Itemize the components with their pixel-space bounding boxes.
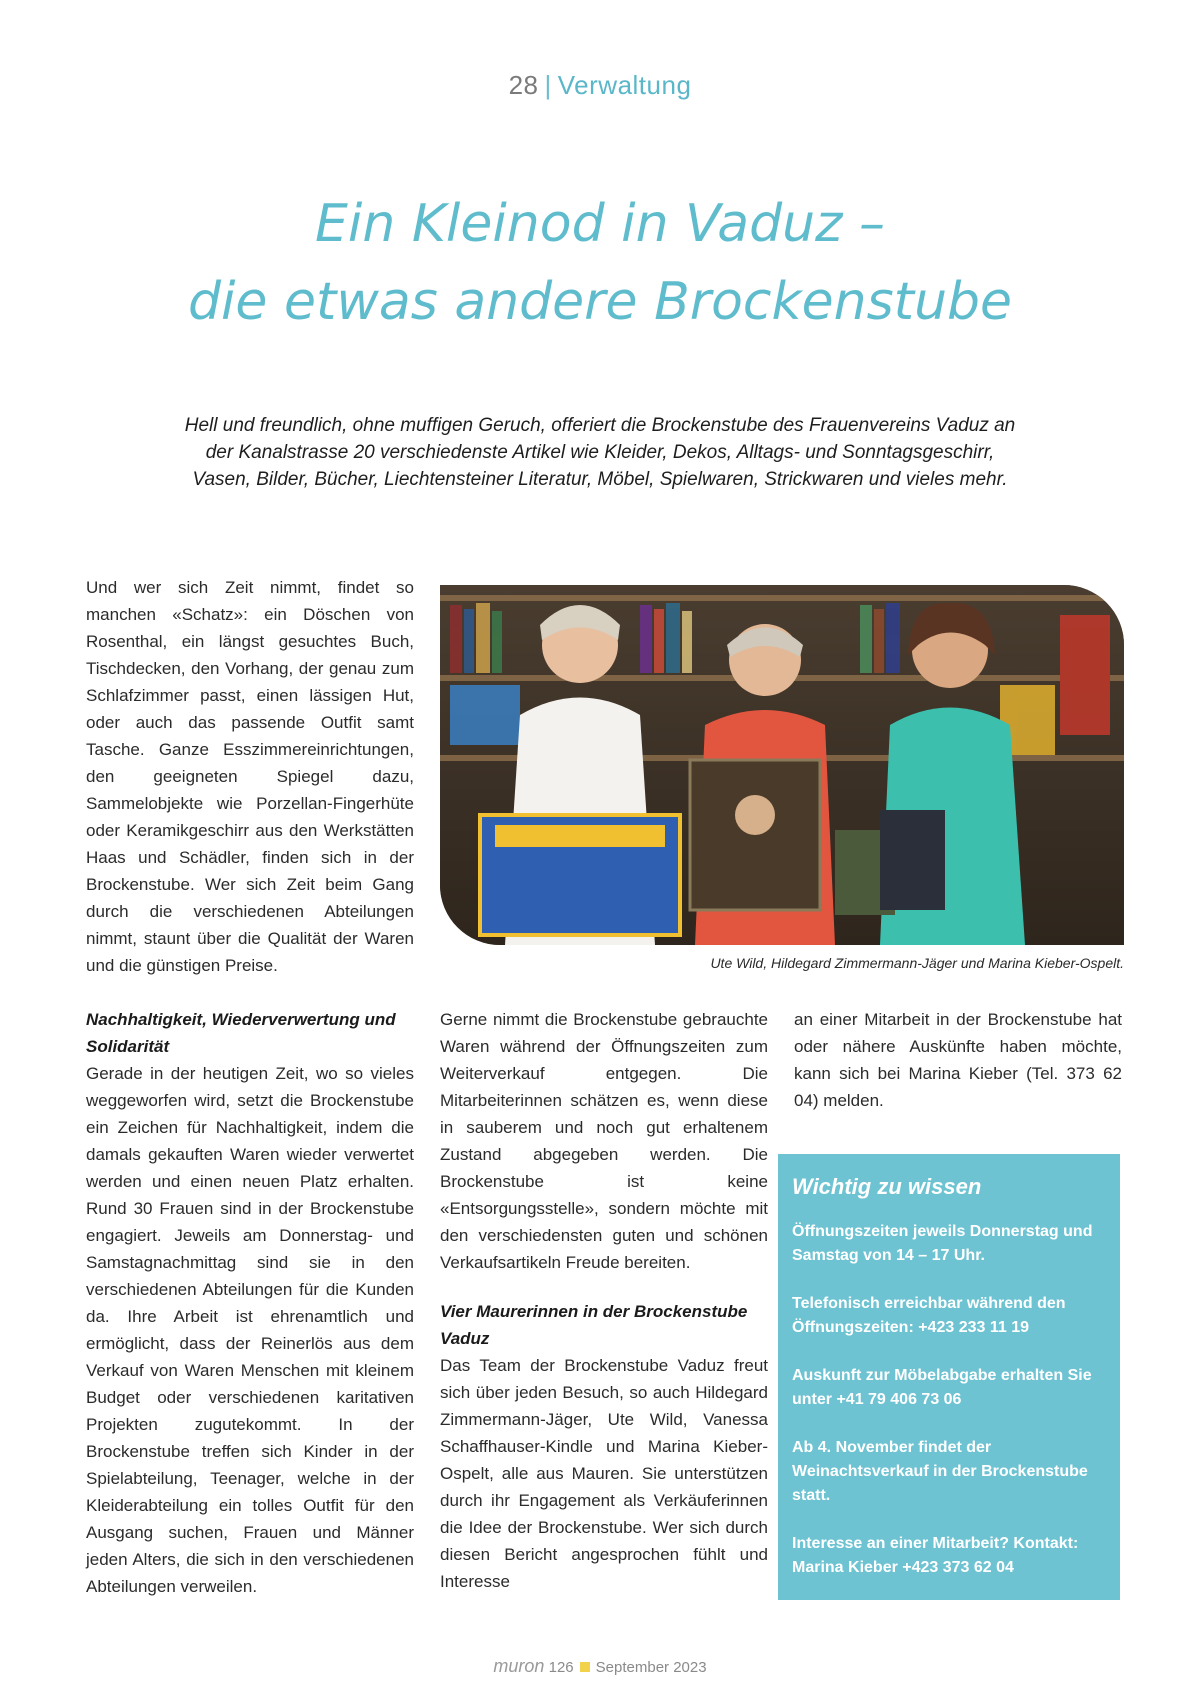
spacer [440, 1276, 768, 1298]
section-text-sustainability: Gerade in der heutigen Zeit, wo so vieles weggeworfen wird, setzt die Brockenstube ein Zeichen für Nachhaltigkeit, indem die damals gekauften Waren wieder verwertet werden und einen neuen Platz erhalten. Rund 30 Frauen sind in der Brockenstube engagiert. Jeweils am Donnerstag- und Samstagnachmittag sind sie in den verschiedenen Abteilungen für die Kunden da. Ihre Arbeit ist ehrenamtlich und ermöglicht, dass der Reinerlös aus dem Verkauf von Waren Menschen mit kleinem Budget oder verschiedenen karitativen Projekten zugutekommt. In der Brockenstube treffen sich Kinder in der Spielabteilung, Teenager, welche in der Kleiderabteilung ein tolles Outfit für den Ausgang suchen, Frauen und Männer jeden Alters, die sich in den verschiedenen Abteilungen verweilen. [86, 1064, 414, 1596]
issue-number: 126 [548, 1659, 574, 1676]
header-separator: | [544, 70, 552, 100]
yellow-square-icon [580, 1662, 590, 1672]
photo-illustration [440, 585, 1124, 945]
info-box-heading: Wichtig zu wissen [792, 1174, 982, 1199]
column-1 [86, 1006, 414, 1600]
section-heading-sustainability: Nachhaltigkeit, Wiederverwertung und Solidarität [86, 1010, 396, 1056]
info-item-opening-hours: Öffnungszeiten jeweils Donnerstag und Samstag von 14 – 17 Uhr. [792, 1223, 1093, 1264]
section-heading-team: Vier Maurerinnen in der Brockenstube Vaduz [440, 1302, 748, 1348]
team-photo [440, 585, 1124, 945]
column-3 [794, 1006, 1122, 1114]
magazine-brand: muron [493, 1656, 545, 1676]
intro-paragraph: Und wer sich Zeit nimmt, findet so manchen «Schatz»: ein Döschen von Rosenthal, ein längst gesuchtes Buch, Tischdecken, den Vorhang, der genau zum Schlafzimmer passt, einen lässigen Hut, oder auch das passende Outfit samt Tasche. Ganze Esszimmereinrichtungen, den geeigneten Spiegel dazu, Sammelobjekte wie Porzellan-Fingerhüte oder Keramikgeschirr aus den Werkstätten Haas und Schädler, finden sich in der Brockenstube. Wer sich Zeit beim Gang durch die verschiedenen Abteilungen nimmt, staunt über die Qualität der Waren und die günstigen Preise. [86, 578, 414, 975]
title-line-2: die etwas andere Brockenstube [187, 272, 1013, 332]
info-item-contact: Interesse an einer Mitarbeit? Kontakt: Marina Kieber +423 373 62 04 [792, 1535, 1079, 1576]
info-item-furniture: Auskunft zur Möbelabgabe erhalten Sie unter +41 79 406 73 06 [792, 1367, 1092, 1408]
issue-date: September 2023 [595, 1659, 707, 1676]
info-box [778, 1154, 1120, 1600]
page-header [0, 70, 1200, 101]
intro-column [86, 574, 414, 979]
column-2-paragraph-1: Gerne nimmt die Brockenstube gebrauchte Waren während der Öffnungszeiten zum Weiterverkauf entgegen. Die Mitarbeiterinnen schätzen es, wenn diese in sauberem und noch gut erhaltenem Zustand abgegeben werden. Die Brockenstube ist keine «Entsorgungsstelle», sondern möchte mit den verschiedensten guten und schönen Verkaufsartikeln Freude bereiten. [440, 1010, 768, 1272]
photo-caption: Ute Wild, Hildegard Zimmermann-Jäger und Marina Kieber-Ospelt. [710, 955, 1124, 971]
page-footer [0, 1656, 1200, 1677]
column-3-paragraph: an einer Mitarbeit in der Brockenstube hat oder nähere Auskünfte haben möchte, kann sich bei Marina Kieber (Tel. 373 62 04) melden. [794, 1010, 1122, 1110]
page-number: 28 [508, 70, 539, 100]
info-item-christmas-sale: Ab 4. November findet der Weinachtsverkauf in der Brockenstube statt. [792, 1439, 1088, 1504]
article-lead: Hell und freundlich, ohne muffigen Geruch, offeriert die Brockenstube des Frauenvereins Vaduz an der Kanalstrasse 20 verschiedenste Artikel wie Kleider, Dekos, Alltags- und Sonntagsgeschirr, Vasen, Bilder, Bücher, Liechtensteiner Literatur, Möbel, Spielwaren, Strickwaren und vieles mehr. [184, 415, 1016, 490]
column-2-paragraph-2: Das Team der Brockenstube Vaduz freut sich über jeden Besuch, so auch Hildegard Zimmermann-Jäger, Ute Wild, Vanessa Schaffhauser-Kindle und Marina Kieber-Ospelt, alle aus Mauren. Sie unterstützen durch ihr Engagement als Verkäuferinnen die Idee der Brockenstube. Wer sich durch diesen Bericht angesprochen fühlt und Interesse [440, 1356, 768, 1591]
column-2 [440, 1006, 768, 1595]
info-item-phone: Telefonisch erreichbar während den Öffnungszeiten: +423 233 11 19 [792, 1295, 1066, 1336]
title-line-1: Ein Kleinod in Vaduz – [315, 194, 885, 254]
article-title [0, 185, 1200, 341]
section-name: Verwaltung [557, 70, 692, 100]
